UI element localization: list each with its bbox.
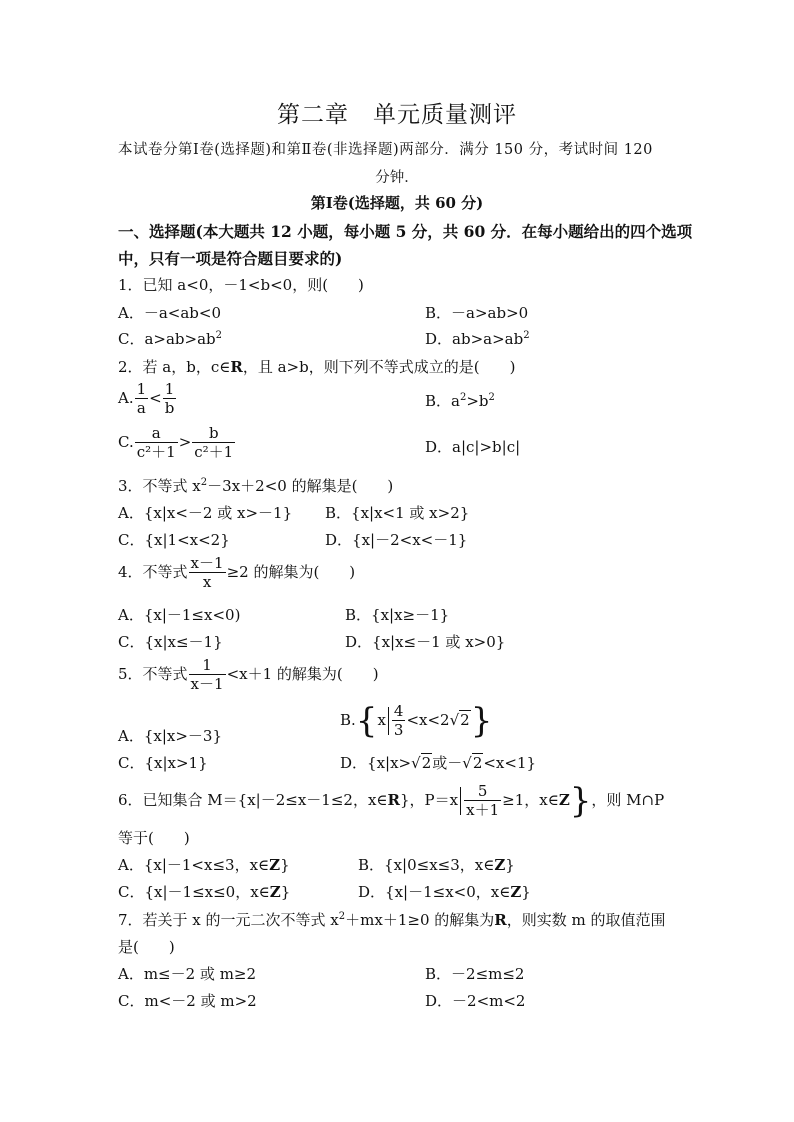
q1-option-d: D．$ab>a>ab^2$ (425, 330, 530, 348)
q1-option-c: C．$a>ab>ab^2$ (118, 330, 223, 348)
question-5-stem: 5．不等式 $\frac{1}{x-1}$ <x＋1 的解集为( ) (118, 656, 379, 693)
q2-option-d: D．a|c|>b|c| (425, 438, 521, 456)
question-6-stem: 6．已知集合 M＝{x|－2≤x－1≤2，x∈R}，P＝x $\frac{5}{x+1}$ ≥1，x∈Z}，则 M∩P (118, 781, 665, 821)
question-6-line-2: 等于( ) (118, 829, 190, 847)
question-1-stem: 1．已知 a<0，－1<b<0，则( ) (118, 276, 364, 294)
q2-option-a: A. $\frac{1}{a}$ < $\frac{1}{b}$ (118, 380, 175, 417)
q6-option-c: C．{x|－1≤x≤0，x∈Z} (118, 883, 291, 901)
q3-option-d: D．{x|－2<x<－1} (325, 531, 468, 549)
q4-option-a: A．{x|－1≤x<0) (118, 606, 241, 624)
q6-option-b: B．{x|0≤x≤3，x∈Z} (358, 856, 515, 874)
question-7-line-2: 是( ) (118, 938, 175, 956)
q5-option-a: A．{x|x>－3} (118, 727, 223, 745)
q4-option-d: D．{x|x≤－1 或 x>0} (345, 633, 506, 651)
left-brace-icon: { (355, 701, 378, 741)
page-title: 第二章 单元质量测评 (277, 102, 517, 128)
question-7-stem: 7．若关于 x 的一元二次不等式 $x^2+mx+1\ge 0$ 的解集为R，则实数 m 的取值范围 (118, 911, 666, 929)
q6-option-d: D．{x|－1≤x<0，x∈Z} (358, 883, 531, 901)
q3-option-a: A．{x|x<－2 或 x>－1} (118, 504, 293, 522)
q7-option-a: A．m≤－2 或 m≥2 (118, 965, 257, 983)
set-bar (388, 707, 389, 735)
q6-option-a: A．{x|－1<x≤3，x∈Z} (118, 856, 290, 874)
q4-option-c: C．{x|x≤－1} (118, 633, 223, 651)
question-3-stem: 3．不等式 $x^2-3x+2<0$ 的解集是( ) (118, 477, 394, 495)
question-2-stem: 2．若 a，b，c∈R，且 a>b，则下列不等式成立的是( ) (118, 358, 516, 376)
q3-option-b: B．{x|x<1 或 x>2} (325, 504, 470, 522)
intro-line-1: 本试卷分第Ⅰ卷(选择题)和第Ⅱ卷(非选择题)两部分．满分 150 分，考试时间 120 (118, 142, 653, 158)
right-brace-icon: } (470, 701, 493, 741)
q2-option-c: C. $\frac{a}{\text{c²＋1}}$ > $\frac{b}{\text{c²＋1}}$ (118, 424, 234, 461)
question-4-stem: 4．不等式 $\frac{x-1}{x}$ ≥2 的解集为( ) (118, 554, 356, 591)
q5-option-c: C．{x|x>1} (118, 754, 208, 772)
q1-option-a: A．－a<ab<0 (118, 304, 222, 322)
q4-option-b: B．{x|x≥－1} (345, 606, 450, 624)
q7-option-d: D．－2<m<2 (425, 992, 526, 1010)
q1-option-b: B．－a>ab>0 (425, 304, 529, 322)
q5-option-b: B.{x $\frac{4}{3}$ <x<2√2} (340, 701, 493, 741)
q5-option-d: D．{x|x>√2或－√2<x<1} (340, 754, 537, 772)
right-brace-icon: } (569, 781, 592, 821)
part-heading: 第Ⅰ卷(选择题，共 60 分) (310, 194, 484, 212)
q3-option-c: C．{x|1<x<2} (118, 531, 230, 549)
q2-option-b: B．$a^2>b^2$ (425, 392, 495, 410)
section-heading-line-2: 中，只有一项是符合题目要求的) (118, 249, 343, 268)
q7-option-b: B．－2≤m≤2 (425, 965, 525, 983)
intro-line-2: 分钟． (375, 170, 419, 186)
set-bar (460, 787, 461, 815)
section-heading-line-1: 一、选择题(本大题共 12 小题，每小题 5 分，共 60 分．在每小题给出的四个选项 (118, 222, 693, 241)
q7-option-c: C．m<－2 或 m>2 (118, 992, 257, 1010)
